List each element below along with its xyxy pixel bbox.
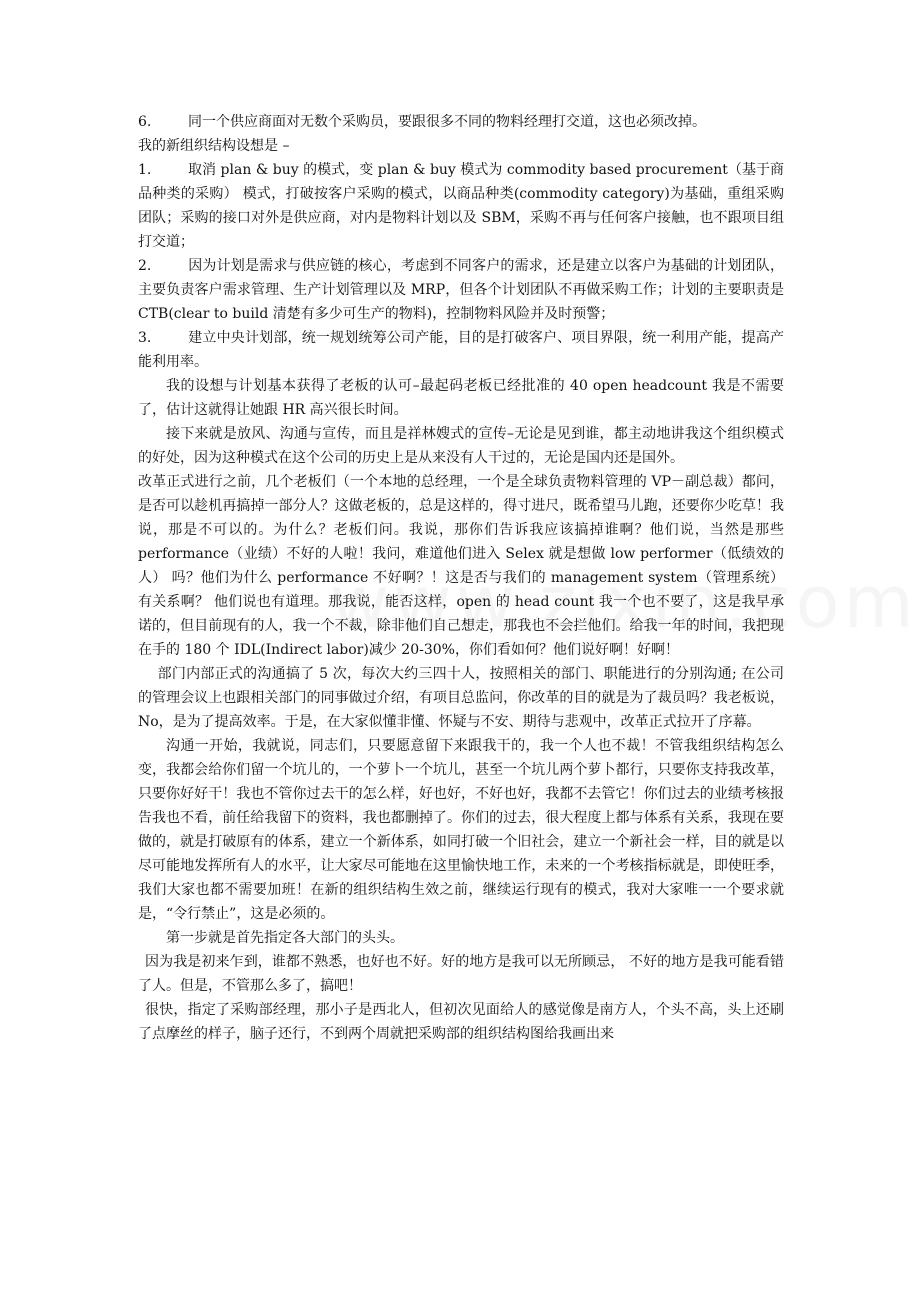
paragraph: 因为我是初来乍到，谁都不熟悉，也好也不好。好的地方是我可以无所顾忌， 不好的地方是我可能看错了人。但是，不管那么多了，搞吧！ [138,954,784,994]
item-number: 3. [138,330,152,346]
item-number: 1. [138,162,152,178]
item-text: 我的新组织结构设想是 – [138,138,290,154]
item-number: 6. [138,114,152,130]
list-item-3 [138,326,784,374]
paragraph: 接下来就是放风、沟通与宣传，而且是祥林嫂式的宣传–无论是见到谁，都主动地讲我这个组织模式的好处，因为这种模式在这个公司的历史上是从来没有人干过的，无论是国内还是国外。 [138,426,784,466]
list-item-6 [138,110,784,134]
document-body [138,110,784,1046]
paragraph: 沟通一开始，我就说，同志们，只要愿意留下来跟我干的，我一个人也不裁！不管我组织结构怎么变，我都会给你们留一个坑儿的，一个萝卜一个坑儿，甚至一个坑儿两个萝卜都行，只要你支持我改革，只要你好好干！我也不管你过去干的怎么样，好也好，不好也好，我都不去管它！你们过去的业绩考核报告我也不看，前任给我留下的资料，我也都删掉了。你们的过去，很大程度上都与体系有关系，我现在要做的，就是打破原有的体系，建立一个新体系，如同打破一个旧社会，建立一个新社会一样，目的就是以尽可能地发挥所有人的水平，让大家尽可能地在这里愉快地工作，未来的一个考核指标就是，即使旺季，我们大家也都不需要加班！在新的组织结构生效之前，继续运行现有的模式，我对大家唯一一个要求就是，“令行禁止”，这是必须的。 [138,738,784,922]
paragraph: 很快，指定了采购部经理，那小子是西北人，但初次见面给人的感觉像是南方人，个头不高，头上还刷了点摩丝的样子，脑子还行，不到两个周就把采购部的组织结构图给我画出来 [138,1002,784,1042]
item-text: 同一个供应商面对无数个采购员，要跟很多不同的物料经理打交道，这也必须改掉。 [188,114,706,130]
item-text: 取消 plan & buy 的模式，变 plan & buy 模式为 commodity based procurement（基于商品种类的采购） 模式，打破按客户采购的模式，以商品种类(commodity category)为基础，重组采购团队；采购的接口对外是供应商，对内是物料计划以及 SBM，采购不再与任何客户接触，也不跟项目组打交道； [138,162,784,250]
paragraph: 部门内部正式的沟通搞了 5 次，每次大约三四十人，按照相关的部门、职能进行的分别沟通; 在公司的管理会议上也跟相关部门的同事做过介绍，有项目总监问，你改革的目的就是为了裁员吗？我老板说，No，是为了提高效率。于是，在大家似懂非懂、怀疑与不安、期待与悲观中，改革正式拉开了序幕。 [138,666,784,730]
list-item-2 [138,254,784,326]
item-text: 建立中央计划部，统一规划统筹公司产能，目的是打破客户、项目界限，统一利用产能，提高产能利用率。 [138,330,784,370]
list-item-1 [138,158,784,254]
paragraph: 第一步就是首先指定各大部门的头头。 [166,930,404,946]
paragraph: 我的设想与计划基本获得了老板的认可–最起码老板已经批准的 40 open headcount 我是不需要了，估计这就得让她跟 HR 高兴很长时间。 [138,378,784,418]
item-text: 因为计划是需求与供应链的核心，考虑到不同客户的需求，还是建立以客户为基础的计划团队，主要负责客户需求管理、生产计划管理以及 MRP，但各个计划团队不再做采购工作；计划的主要职责是 CTB(clear to build 清楚有多少可生产的物料)，控制物料风险并及时预警； [138,258,784,322]
org-structure-intro [138,134,784,158]
paragraph: 改革正式进行之前，几个老板们（一个本地的总经理，一个是全球负责物料管理的 VP－副总裁）都问，是否可以趁机再搞掉一部分人？这做老板的，总是这样的，得寸进尺，既希望马儿跑，还要你少吃草！我说，那是不可以的。为什么？老板们问。我说，那你们告诉我应该搞掉谁啊？他们说，当然是那些 performance（业绩）不好的人啦！我问，难道他们进入 Selex 就是想做 low performer（低绩效的人） 吗？他们为什么 performance 不好啊？！这是否与我们的 management system（管理系统）有关系啊？ 他们说也有道理。那我说，能否这样，open 的 head count 我一个也不要了，这是我早承诺的，但目前现有的人，我一个不裁，除非他们自己想走，那我也不会拦他们。给我一年的时间，我把现在手的 180 个 IDL(Indirect labor)减少 20-30%，你们看如何？他们说好啊！好啊！ [138,474,784,658]
item-number: 2. [138,258,152,274]
